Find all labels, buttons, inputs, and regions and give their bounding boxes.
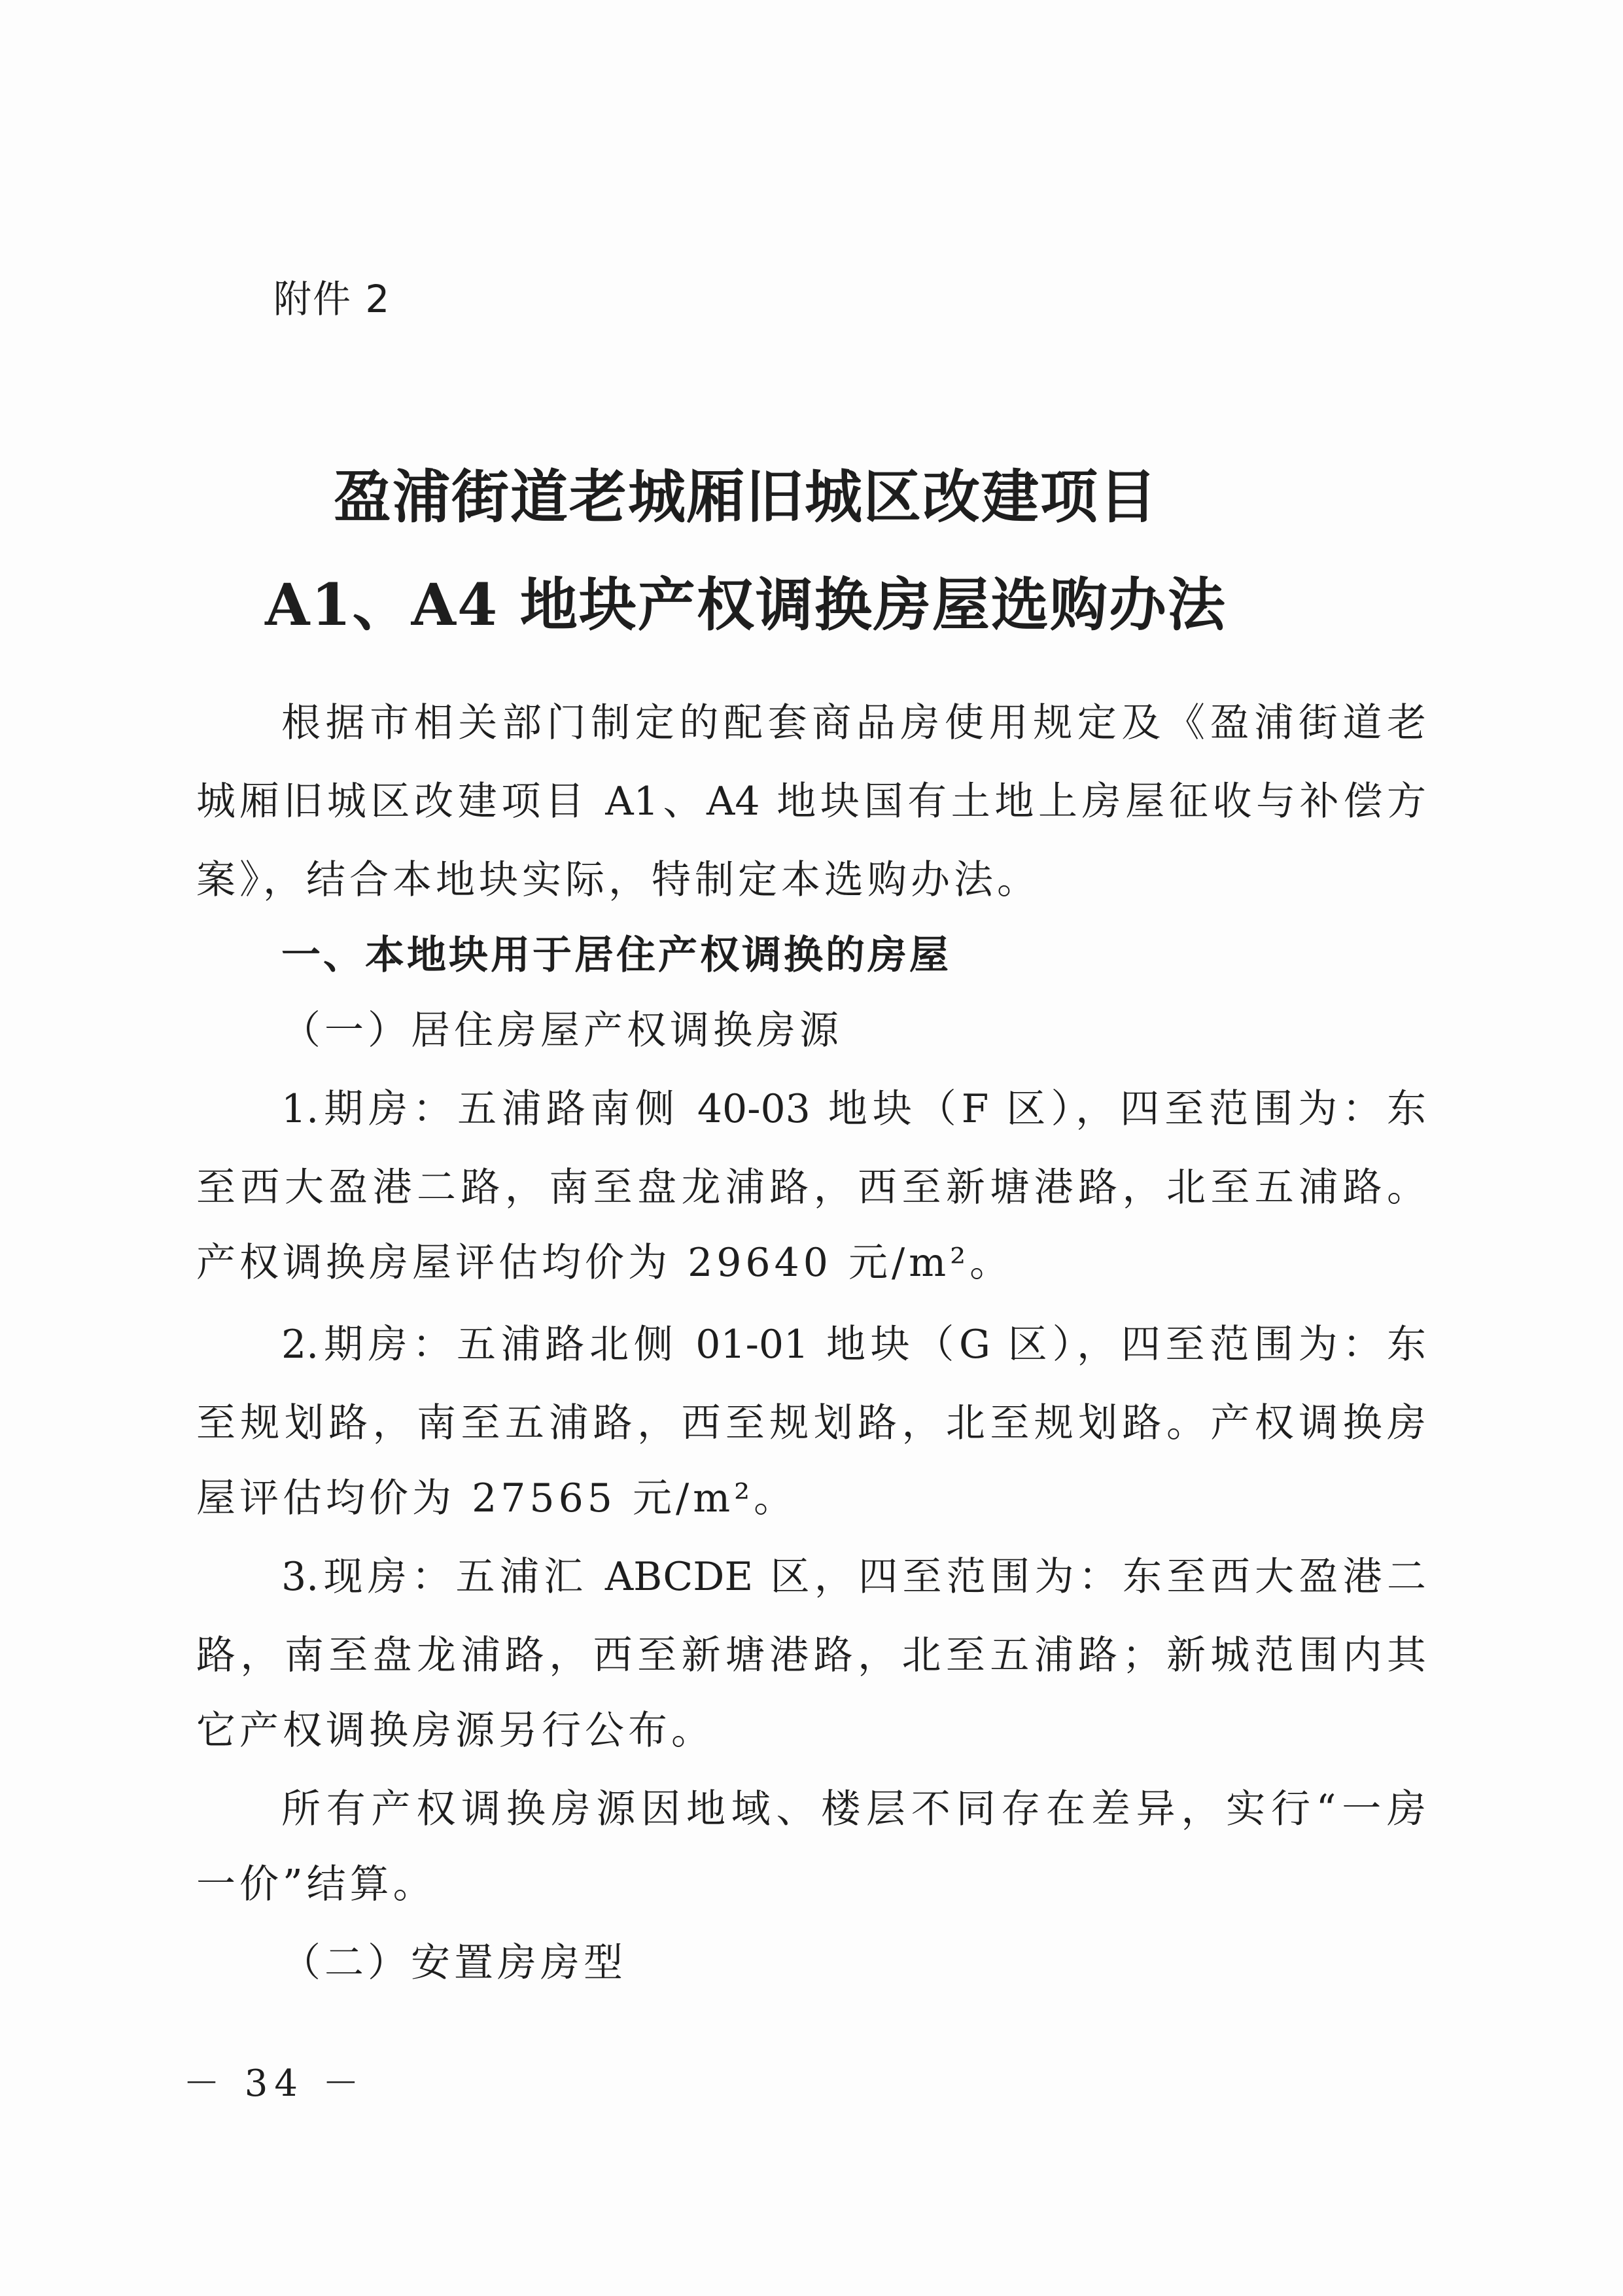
subsection-heading-1: （一）居住房屋产权调换房源 bbox=[281, 1008, 843, 1053]
item-1-line-2: 至西大盈港二路，南至盘龙浦路，西至新塘港路，北至五浦路。 bbox=[196, 1165, 1426, 1210]
item-1-line-1: 1.期房：五浦路南侧 40-03 地块（F 区），四至范围为：东 bbox=[281, 1086, 1426, 1132]
pricing-note-line-2: 一价”结算。 bbox=[196, 1862, 436, 1907]
item-3-line-3: 它产权调换房源另行公布。 bbox=[196, 1708, 714, 1754]
item-2-line-1: 2.期房：五浦路北侧 01-01 地块（G 区），四至范围为：东 bbox=[281, 1322, 1426, 1368]
document-title-line-1: 盈浦街道老城厢旧城区改建项目 bbox=[333, 463, 1158, 531]
section-heading-1: 一、本地块用于居住产权调换的房屋 bbox=[281, 932, 951, 978]
item-2-line-3: 屋评估均价为 27565 元/m²。 bbox=[196, 1475, 797, 1521]
pricing-note-line-1: 所有产权调换房源因地域、楼层不同存在差异，实行“一房 bbox=[281, 1786, 1426, 1832]
body-line-3: 案》，结合本地块实际，特制定本选购办法。 bbox=[196, 857, 1040, 903]
item-3-line-2: 路，南至盘龙浦路，西至新塘港路，北至五浦路；新城范围内其 bbox=[196, 1633, 1426, 1678]
body-line-2: 城厢旧城区改建项目 A1、A4 地块国有土地上房屋征收与补偿方 bbox=[196, 779, 1426, 824]
item-1-line-3: 产权调换房屋评估均价为 29640 元/m²。 bbox=[196, 1240, 1013, 1286]
document-title-line-2: A1、A4 地块产权调换房屋选购办法 bbox=[265, 571, 1227, 639]
subsection-heading-2: （二）安置房房型 bbox=[281, 1940, 627, 1986]
attachment-label: 附件 2 bbox=[273, 277, 391, 321]
page-number: － 34 － bbox=[183, 2062, 366, 2105]
item-2-line-2: 至规划路，南至五浦路，西至规划路，北至规划路。产权调换房 bbox=[196, 1400, 1426, 1446]
item-3-line-1: 3.现房：五浦汇 ABCDE 区，四至范围为：东至西大盈港二 bbox=[281, 1554, 1426, 1600]
body-line-1: 根据市相关部门制定的配套商品房使用规定及《盈浦街道老 bbox=[281, 700, 1426, 746]
